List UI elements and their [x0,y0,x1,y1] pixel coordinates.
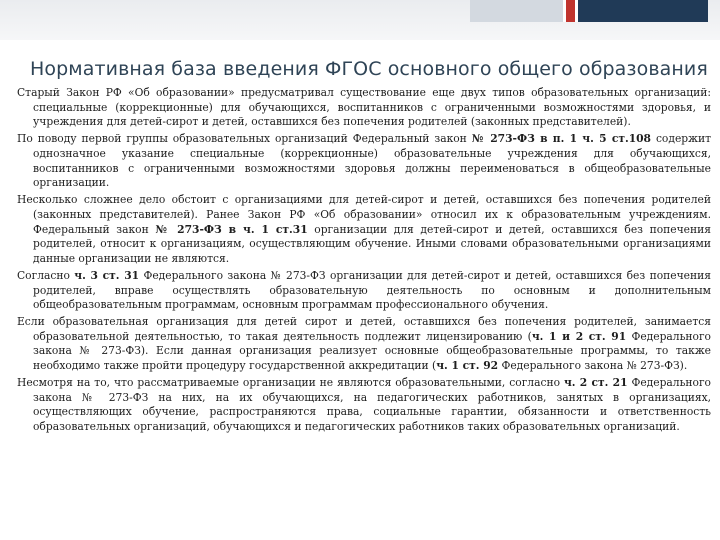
paragraph-text: Старый Закон РФ «Об образовании» предусматривал существование еще двух типов образовательных организаций: специальные (коррекционные) для обучающихся, воспитанников с ограниченными возможностями здоровья, и учреждения для детей-сирот и детей, оставшихся без попечения родителей (законных представителей). [17,86,711,129]
paragraph-2 [17,132,711,190]
law-reference: ч. 1 и 2 ст. 91 [531,329,627,343]
paragraph-text: Несколько сложнее дело обстоит с организациями для детей-сирот и детей, оставшихся без попечения родителей (законных представителей). Ранее Закон РФ «Об образовании» относил их к образовательным учреждениям. Федеральный закон [17,193,711,236]
law-reference: ч. 2 ст. 21 [563,376,628,390]
paragraph-3 [17,193,711,266]
header-accent-bar [470,0,708,22]
law-reference: ч. 3 ст. 31 [74,268,140,282]
law-reference: № 273-ФЗ в п. 1 ч. 5 ст.108 [471,132,651,146]
law-reference: № 273-ФЗ в ч. 1 ст.31 [155,222,308,236]
paragraph-text: Федерального закона № 273-ФЗ). [498,359,688,373]
paragraph-4 [17,269,711,313]
accent-segment-red [566,0,575,22]
paragraph-1 [17,86,711,130]
paragraph-text: Федерального закона № 273-ФЗ на них, на их обучающихся, на педагогических работников, занятых в организациях, осуществляющих обучение, распространяются права, социальные гарантии, обязанности и ответственность образовательных организаций, обучающихся и педагогических работников таких образовательных организаций. [33,376,711,434]
paragraph-text: Федерального закона № 273-ФЗ организации для детей-сирот и детей, оставшихся без попечения родителей, вправе осуществлять образовательную деятельность по основным и дополнительным общеобразовательным программам, основным программам профессионального обучения. [33,268,711,312]
paragraph-text: Если образовательная организация для детей сирот и детей, оставшихся без попечения родителей, занимается образовательной деятельностью, то такая деятельность подлежит лицензированию ( [17,315,711,343]
paragraph-text: По поводу первой группы образовательных организаций Федеральный закон [17,132,472,146]
law-reference: ч. 1 ст. 92 [436,359,499,373]
accent-segment-light [470,0,563,22]
paragraph-6 [17,376,711,434]
paragraph-text: Согласно [17,268,75,282]
slide-title: Нормативная база введения ФГОС основного общего образования [30,58,708,80]
paragraph-5 [17,315,711,373]
paragraph-text: Несмотря на то, что рассматриваемые организации не являются образовательными, согласно [17,376,564,390]
paragraph-text: содержит однозначное указание специальные (коррекционные) образовательные учреждения для обучающихся, воспитанников с ограниченными возможностями здоровья должны переименоваться в общеобразовательные организации. [33,132,711,190]
accent-segment-dark [578,0,708,22]
paragraph-text: организации для детей-сирот и детей, оставшихся без попечения родителей, относит к организациям, осуществляющим обучение. Иными словами образовательными организациями данные организации не являются. [33,222,711,265]
paragraph-text: Федерального закона № 273-ФЗ). Если данная организация реализует основные общеобразовательные программы, то также необходимо также пройти процедуру государственной аккредитации ( [33,329,711,373]
slide-body [17,86,711,437]
